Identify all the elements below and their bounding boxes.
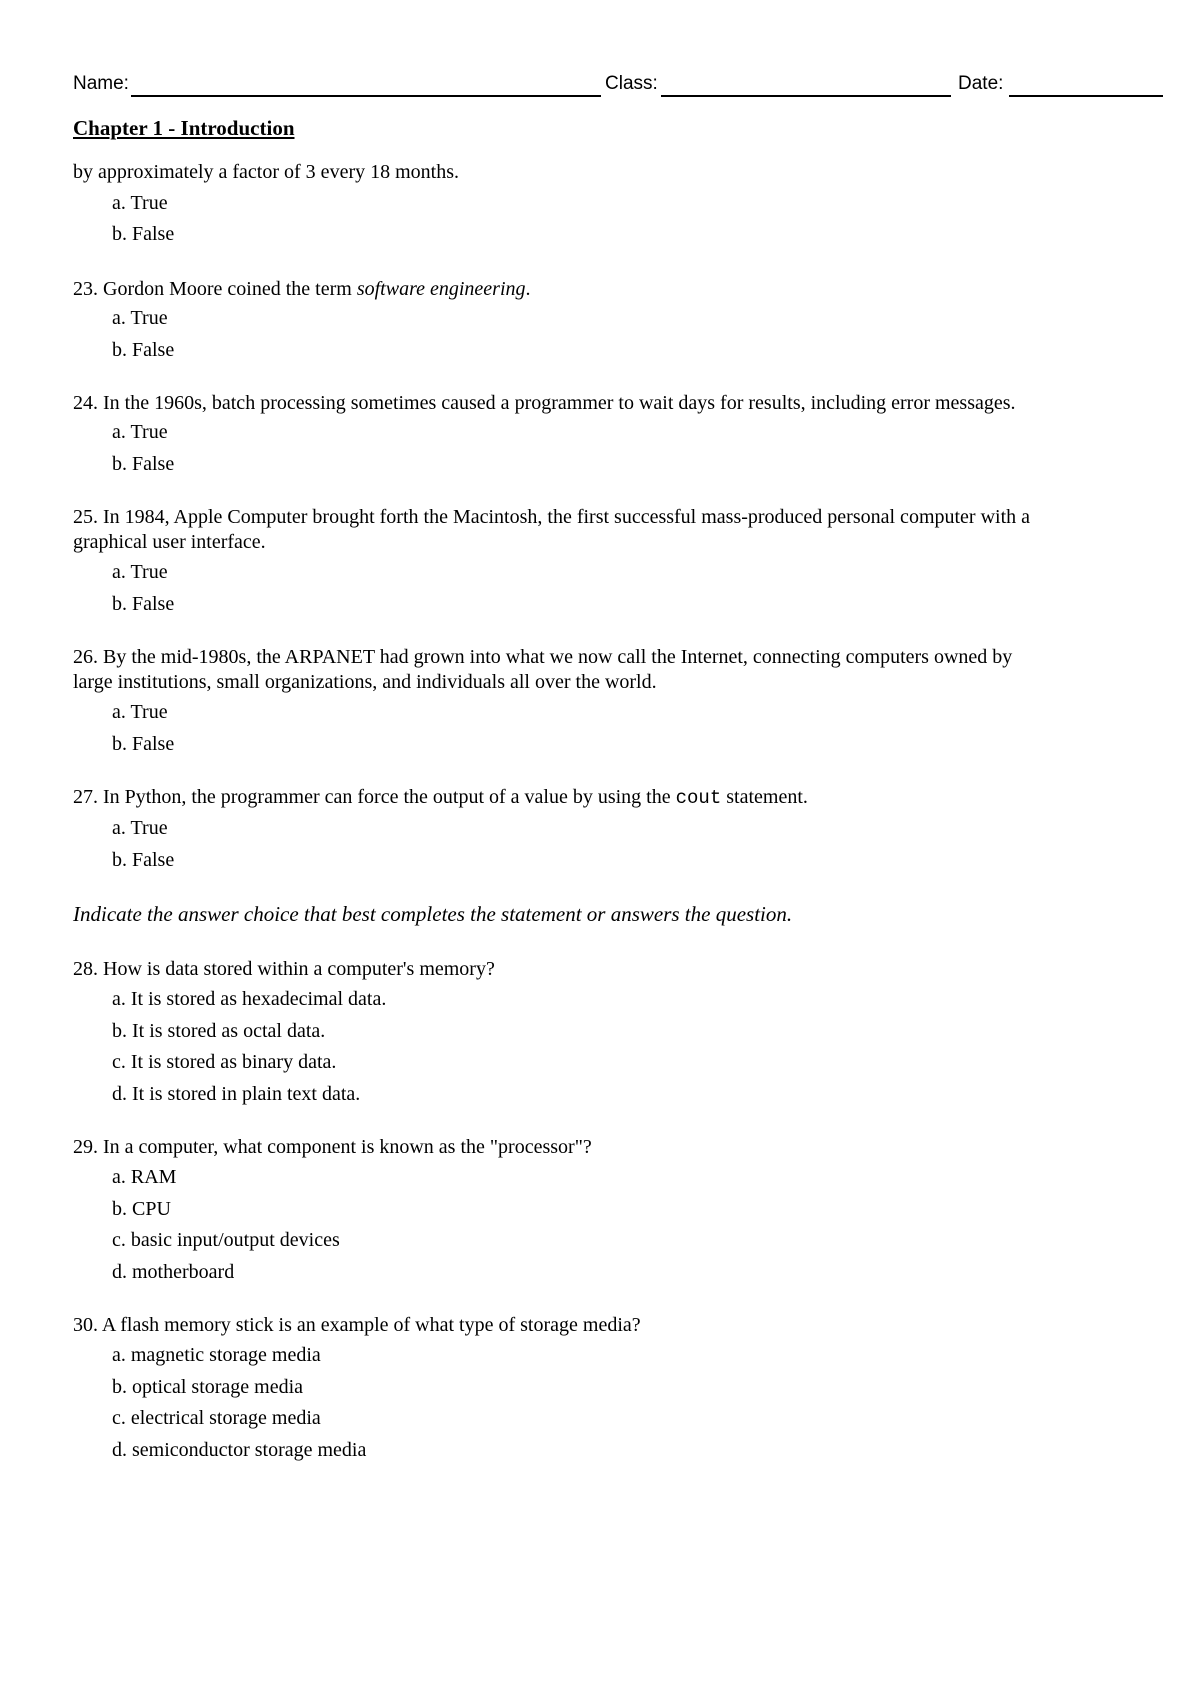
q24-option-a: a. True (112, 421, 168, 443)
q26-option-b: b. False (112, 733, 175, 755)
question-text-end: . (525, 278, 531, 300)
question-30 (73, 1313, 1151, 1338)
q25-option-a: a. True (112, 561, 168, 583)
question-text: Gordon Moore coined the term (103, 278, 352, 300)
question-text-line1: In 1984, Apple Computer brought forth the Macintosh, the first successful mass-produced personal computer with a (103, 506, 1031, 528)
date-field[interactable] (1009, 95, 1163, 97)
question-text-end: statement. (726, 786, 808, 808)
q29-option-c: c. basic input/output devices (112, 1229, 340, 1251)
question-number: 29. (73, 1136, 98, 1158)
question-23 (73, 277, 1151, 302)
class-field[interactable] (661, 95, 951, 97)
continued-option-b: b. False (112, 223, 175, 245)
code-keyword: cout (675, 787, 722, 809)
question-number: 23. (73, 278, 98, 300)
q29-option-b: b. CPU (112, 1198, 171, 1220)
question-26 (73, 645, 1151, 695)
question-number: 30. (73, 1314, 98, 1336)
question-number: 27. (73, 786, 98, 808)
q24-option-b: b. False (112, 453, 175, 475)
continued-option-a: a. True (112, 192, 168, 214)
question-text-line1: By the mid-1980s, the ARPANET had grown into what we now call the Internet, connecting computers owned by (103, 646, 1013, 668)
section-instruction: Indicate the answer choice that best completes the statement or answers the question. (73, 902, 793, 926)
question-text: In Python, the programmer can force the output of a value by using the (103, 786, 671, 808)
q29-option-a: a. RAM (112, 1166, 177, 1188)
question-28 (73, 957, 1151, 982)
q28-option-d: d. It is stored in plain text data. (112, 1083, 361, 1105)
question-number: 25. (73, 506, 98, 528)
question-text-line2: graphical user interface. (73, 531, 266, 553)
q23-option-a: a. True (112, 307, 168, 329)
q26-option-a: a. True (112, 701, 168, 723)
q23-option-b: b. False (112, 339, 175, 361)
question-text: A flash memory stick is an example of what type of storage media? (101, 1314, 641, 1336)
q27-option-b: b. False (112, 849, 175, 871)
question-text: How is data stored within a computer's memory? (103, 958, 495, 980)
date-label: Date: (958, 73, 1004, 94)
q29-option-d: d. motherboard (112, 1261, 235, 1283)
question-24 (73, 391, 1151, 416)
q30-option-a: a. magnetic storage media (112, 1344, 321, 1366)
question-29 (73, 1135, 1151, 1160)
name-label: Name: (73, 73, 129, 94)
question-25 (73, 505, 1151, 555)
q28-option-a: a. It is stored as hexadecimal data. (112, 988, 387, 1010)
chapter-title: Chapter 1 - Introduction (73, 116, 295, 140)
continued-question-text: by approximately a factor of 3 every 18 months. (73, 161, 459, 183)
q30-option-b: b. optical storage media (112, 1376, 304, 1398)
class-label: Class: (605, 73, 658, 94)
question-text-italic: software engineering (356, 278, 526, 300)
q28-option-c: c. It is stored as binary data. (112, 1051, 337, 1073)
question-27 (73, 785, 1151, 811)
q30-option-c: c. electrical storage media (112, 1407, 321, 1429)
q27-option-a: a. True (112, 817, 168, 839)
question-text: In the 1960s, batch processing sometimes caused a programmer to wait days for results, including error messages. (103, 392, 1016, 414)
name-field[interactable] (131, 95, 601, 97)
question-text: In a computer, what component is known as the "processor"? (103, 1136, 592, 1158)
q30-option-d: d. semiconductor storage media (112, 1439, 367, 1461)
q28-option-b: b. It is stored as octal data. (112, 1020, 326, 1042)
question-number: 24. (73, 392, 98, 414)
question-number: 28. (73, 958, 98, 980)
question-number: 26. (73, 646, 98, 668)
q25-option-b: b. False (112, 593, 175, 615)
question-text-line2: large institutions, small organizations, and individuals all over the world. (73, 671, 657, 693)
